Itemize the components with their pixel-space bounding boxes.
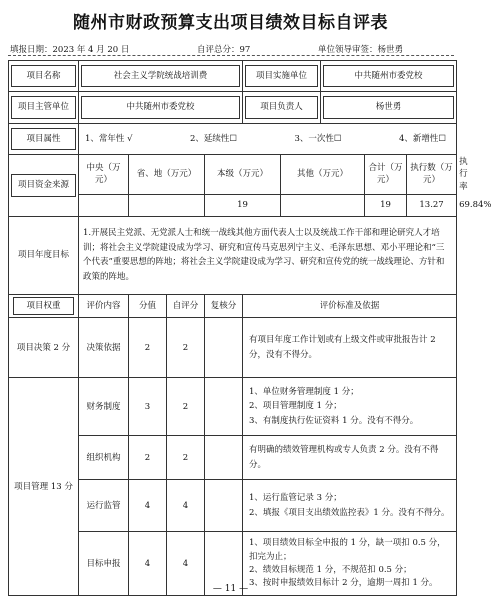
eval-self-score: 4 bbox=[167, 480, 205, 532]
funding-local: 19 bbox=[205, 194, 281, 216]
eval-header-row bbox=[9, 294, 457, 317]
funding-header-row: 项目资金来源 中央（万元） 省、地（万元） 本级（万元） 其他（万元） 合计（万元） 执行数（万元） 执行率 bbox=[9, 154, 457, 194]
annual-goal-row bbox=[9, 216, 457, 294]
divider bbox=[8, 55, 454, 56]
attribute-row bbox=[9, 123, 457, 154]
eval-self-score: 4 bbox=[167, 532, 205, 596]
eval-content: 决策依据 bbox=[79, 318, 129, 378]
eval-score: 2 bbox=[129, 436, 167, 480]
funding-province bbox=[129, 194, 205, 216]
funding-total: 19 bbox=[365, 194, 407, 216]
supervisor-row bbox=[9, 92, 457, 123]
project-name-row bbox=[9, 61, 457, 92]
owner-label: 项目负责人 bbox=[243, 92, 321, 123]
criteria-line: 1、项目绩效目标全申报的 1 分，缺一项扣 0.5 分，扣完为止； bbox=[249, 538, 446, 562]
eval-self-score: 2 bbox=[167, 378, 205, 436]
annual-goal-text: 1.开展民主党派、无党派人士和统一战线其他方面代表人士以及统战工作干部和理论研究人才培训；将社会主义学院建设成为学习、研究和宣传马克思列宁主义、毛泽东思想、邓小平理论和“三个代表”重要思想的阵地；将社会主义学院建设成为学习、研究和宣传党的统一战线理论、方针和政策的阵地。 bbox=[79, 216, 457, 294]
eval-header-review: 复核分 bbox=[205, 294, 243, 317]
self-score-total: 自评总分：97 bbox=[197, 45, 251, 55]
attr-option-continuing: 2、延续性☐ bbox=[190, 133, 238, 144]
eval-score: 4 bbox=[129, 532, 167, 596]
eval-header-criteria: 评价标准及依据 bbox=[243, 294, 457, 317]
impl-unit-label: 项目实施单位 bbox=[243, 61, 321, 92]
criteria-line: 2、项目管理制度 1 分； bbox=[249, 401, 342, 412]
owner-value: 杨世勇 bbox=[321, 92, 457, 123]
eval-content: 目标申报 bbox=[79, 532, 129, 596]
eval-header-score: 分值 bbox=[129, 294, 167, 317]
criteria-line: 3、按时申报绩效目标计 2 分，逾期一周扣 1 分。 bbox=[249, 577, 438, 588]
funding-header-total: 合计（万元） bbox=[365, 154, 407, 194]
criteria-line: 2、填报《项目支出绩效监控表》1 分。没有不得分。 bbox=[249, 507, 450, 518]
eval-criteria bbox=[243, 480, 457, 532]
eval-review-score bbox=[205, 436, 243, 480]
eval-header-self: 自评分 bbox=[167, 294, 205, 317]
project-name-value: 社会主义学院统战培训费 bbox=[79, 61, 243, 92]
eval-criteria bbox=[243, 378, 457, 436]
funding-header-province: 省、地（万元） bbox=[129, 154, 205, 194]
annual-goal-label: 项目年度目标 bbox=[9, 216, 79, 294]
project-name-label: 项目名称 bbox=[9, 61, 79, 92]
criteria-line: 1、运行监管记录 3 分； bbox=[249, 493, 342, 504]
funding-header-other: 其他（万元） bbox=[281, 154, 365, 194]
evaluation-table bbox=[8, 60, 491, 596]
eval-criteria: 有项目年度工作计划或有上级文件或审批报告计 2 分，没有不得分。 bbox=[243, 318, 457, 378]
supervisor-value: 中共随州市委党校 bbox=[79, 92, 243, 123]
funding-values-row: 19 19 13.27 69.84% bbox=[9, 194, 457, 216]
funding-central bbox=[79, 194, 129, 216]
supervisor-label: 项目主管单位 bbox=[9, 92, 79, 123]
eval-review-score bbox=[205, 480, 243, 532]
criteria-line: 3、有制度执行佐证资料 1 分。没有不得分。 bbox=[249, 415, 419, 426]
attr-option-recurring: 1、常年性 √ bbox=[85, 133, 133, 144]
criteria-line: 2、绩效目标规范 1 分，不规范扣 0.5 分； bbox=[249, 564, 412, 575]
criteria-line: 1、单位财务管理制度 1 分； bbox=[249, 387, 359, 398]
eval-content: 财务制度 bbox=[79, 378, 129, 436]
page-number: — 11 — bbox=[212, 584, 249, 594]
page-title: 随州市财政预算支出项目绩效目标自评表 bbox=[73, 13, 388, 33]
funding-other bbox=[281, 194, 365, 216]
fill-date: 填报日期：2023 年 4 月 20 日 bbox=[10, 45, 130, 55]
eval-row-decision bbox=[9, 318, 457, 378]
eval-content: 运行监管 bbox=[79, 480, 129, 532]
eval-header-content: 评价内容 bbox=[79, 294, 129, 317]
eval-content: 组织机构 bbox=[79, 436, 129, 480]
approver: 单位领导审签：杨世勇 bbox=[318, 45, 404, 55]
eval-self-score: 2 bbox=[167, 436, 205, 480]
funding-header-local: 本级（万元） bbox=[205, 154, 281, 194]
eval-header-weight: 项目权重 bbox=[9, 294, 79, 317]
funding-header-executed: 执行数（万元） bbox=[407, 154, 457, 194]
eval-score: 2 bbox=[129, 318, 167, 378]
attr-option-onetime: 3、一次性☐ bbox=[294, 133, 342, 144]
eval-weight-decision: 项目决策 2 分 bbox=[9, 318, 79, 378]
attr-option-new: 4、新增性☐ bbox=[399, 133, 447, 144]
attr-options bbox=[79, 123, 457, 154]
eval-review-score bbox=[205, 378, 243, 436]
funding-header-central: 中央（万元） bbox=[79, 154, 129, 194]
eval-self-score: 2 bbox=[167, 318, 205, 378]
funding-executed: 13.27 bbox=[407, 194, 457, 216]
eval-row-finance bbox=[9, 378, 457, 436]
attr-label: 项目属性 bbox=[9, 123, 79, 154]
impl-unit-value: 中共随州市委党校 bbox=[321, 61, 457, 92]
funding-label: 项目资金来源 bbox=[9, 154, 79, 216]
eval-review-score bbox=[205, 318, 243, 378]
eval-weight-management: 项目管理 13 分 bbox=[9, 378, 79, 596]
eval-criteria: 有明确的绩效管理机构或专人负责 2 分。没有不得分。 bbox=[243, 436, 457, 480]
eval-score: 3 bbox=[129, 378, 167, 436]
eval-score: 4 bbox=[129, 480, 167, 532]
